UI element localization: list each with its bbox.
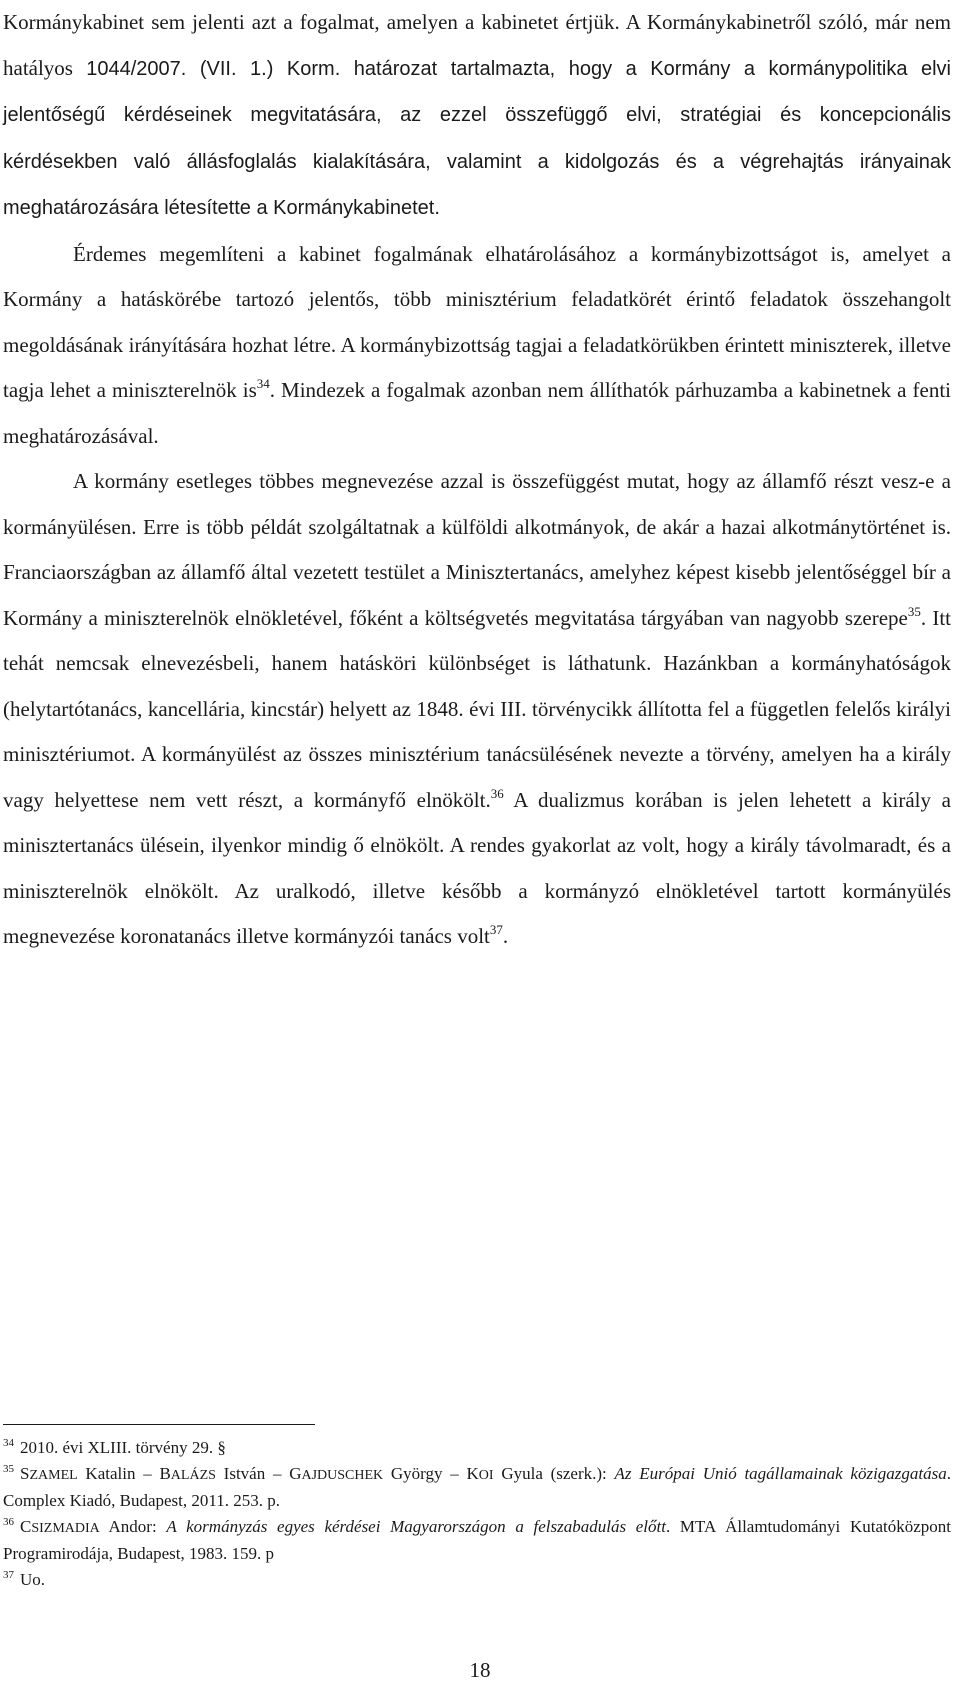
footnote-ref-36[interactable]: 36 [490,785,504,801]
footnote-ref-37[interactable]: 37 [489,922,503,937]
footnote-separator [3,1424,315,1425]
footnote-34: $^{34}$ 2010. évi XLIII. törvény 29. § [3,1437,226,1457]
footnote-36: $^{36}$ CSIZMADIA Andor: A kormányzás egyes kérdései Magyarországon a felszabadulás előtt. MTA Államtudományi Kutatóközpont Programirodája, Budapest, 1983. 159. p [3,1515,951,1563]
footnote-35: $^{35}$ SZAMEL Katalin – BALÁZS István – GAJDUSCHEK György – KOI Gyula (szerk.): Az Európai Unió tagállamainak közigazgatása. Complex Kiadó, Budapest, 2011. 253. p. [3,1462,951,1510]
body-text [3,0,951,960]
footnote-ref-35[interactable]: 35 [907,603,921,619]
footnotes [3,1435,951,1592]
paragraph-kormanykabinet: Kormánykabinet sem jelenti azt a fogalmat, amelyen a kabinetet értjük. A Kormánykabinetről szóló, már nem hatályos 1044/2007. (VII. 1.) Korm. határozat tartalmazta, hogy a Kormány a kormánypolitika elvi jelentőségű kérdéseinek megvitatására, az ezzel összefüggő elvi, stratégiai és koncepcionális kérdésekben való állásfoglalás kialakítására, valamint a kidolgozás és a végrehajtás irányainak meghatározására létesítette a Kormánykabinetet. [3,10,952,219]
footnote-ref-34[interactable]: 34 [256,376,270,391]
page-number: 18 [469,1658,491,1682]
paragraph-allamfo: A kormány esetleges többes megnevezése azzal is összefüggést mutat, hogy az államfő részt vesz-e a kormányülésen. Erre is több példát szolgáltatnak a külföldi alkotmányok, de akár a hazai alkotmánytörténet is. Franciaországban az államfő által vezetett testület a Minisztertanács, amelyhez képest kisebb jelentőséggel bír a Kormány a miniszterelnök elnökletével, főként a költségvetés megvitatása tárgyában van nagyobb szerepe$^{35}$. Itt tehát nemcsak elnevezésbeli, hanem hatásköri különbséget is láthatunk. Hazánkban a kormányhatóságok (helytartótanács, kancellária, kincstár) helyett az 1848. évi III. törvénycikk állította fel a független felelős királyi minisztériumot. A kormányülést az összes minisztérium tanácsülésének nevezte a törvény, amelyen ha a király vagy helyettese nem vett részt, a kormányfő elnökölt.$^{36}$ A dualizmus korában is jelen lehetett a király a minisztertanács ülésein, ilyenkor mindig ő elnökölt. A rendes gyakorlat az volt, hogy a király távolmaradt, és a miniszterelnök elnökölt. Az uralkodó, illetve később a kormányzó elnökletével tartott kormányülés megnevezése koronatanács illetve kormányzói tanács volt$^{37}$. [3,469,952,948]
footnote-37: $^{37}$ Uo. [3,1568,46,1589]
paragraph-kormanybizottsag: Érdemes megemlíteni a kabinet fogalmának elhatárolásához a kormánybizottságot is, amelyet a Kormány a hatáskörébe tartozó jelentős, több minisztérium feladatkörét érintő feladatok összehangolt megoldásának irányítására hozhat létre. A kormánybizottság tagjai a feladatkörükben érintett miniszterek, illetve tagja lehet a miniszterelnök is$^{34}$. Mindezek a fogalmak azonban nem állíthatók párhuzamba a kabinetnek a fenti meghatározásával. [3,241,951,448]
